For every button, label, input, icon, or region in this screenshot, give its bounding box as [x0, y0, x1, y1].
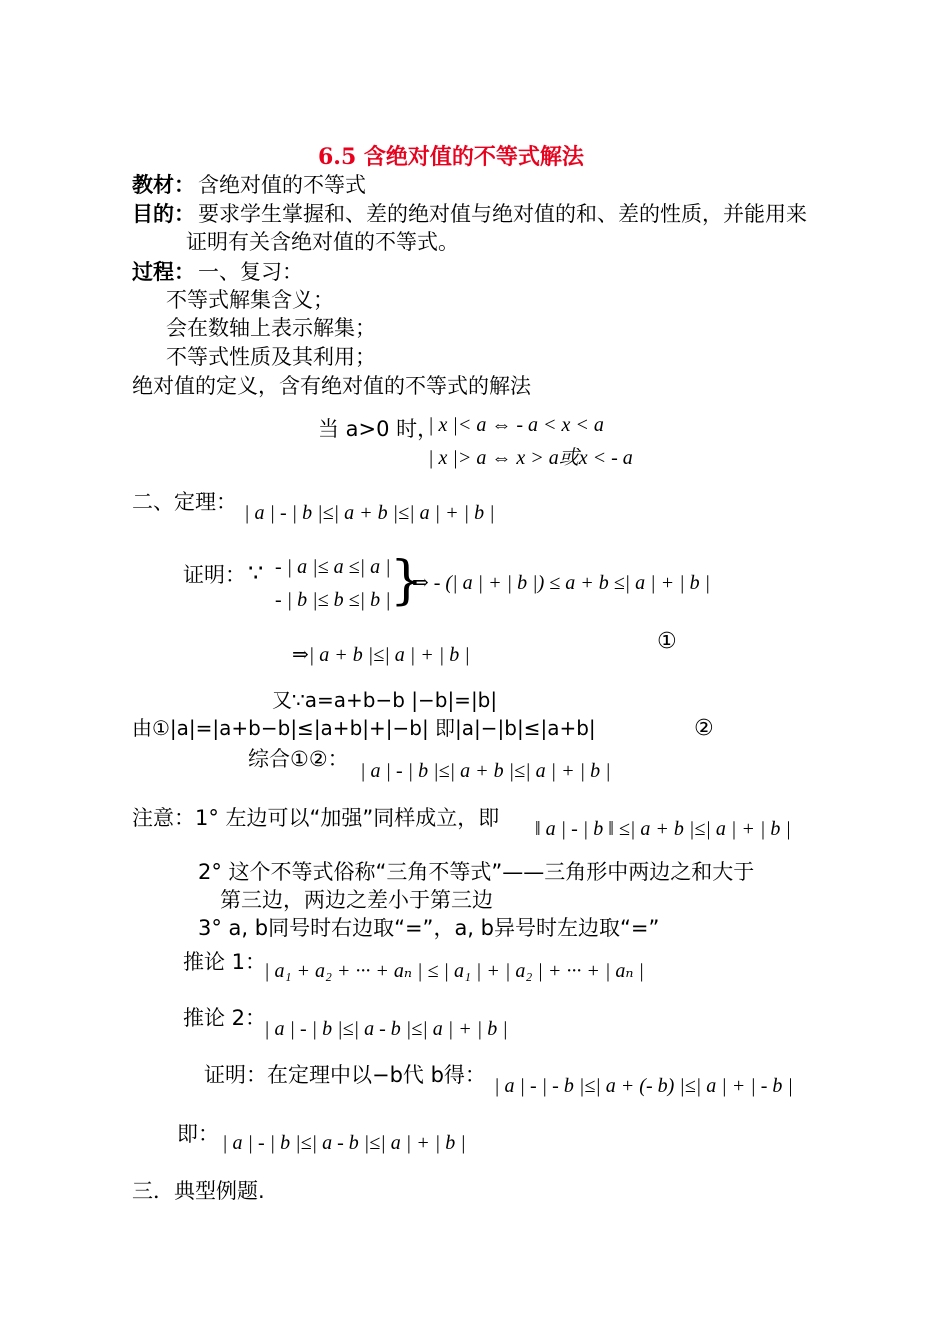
- textbook-value: 含绝对值的不等式: [198, 173, 366, 197]
- review-item-3: 不等式性质及其利用；: [166, 345, 376, 369]
- when-label: 当 a>0 时，: [318, 417, 439, 441]
- theorem-label: 二、定理：: [132, 490, 237, 514]
- combine-formula: | a | - | b |≤| a + b |≤| a | + | b |: [360, 760, 611, 782]
- corollary-proof-formula: | a | - | - b |≤| a + (- b) |≤| a | + | - b |: [494, 1075, 793, 1097]
- abs-inequality-less: | x |< a ⇔ - a < x < a: [428, 414, 604, 436]
- goal-line-1: 要求学生掌握和、差的绝对值与绝对值的和、差的性质，并能用来: [198, 202, 807, 226]
- proof-system-line-2: - | b |≤ b ≤| b |: [275, 589, 391, 611]
- corollary-proof-text: 证明：在定理中以−b代 b得：: [204, 1063, 486, 1087]
- combine-label: 综合①②：: [248, 747, 349, 771]
- abs-inequality-greater: | x |> a ⇔ x > a或x < - a: [428, 447, 633, 469]
- goal-line-2: 证明有关含绝对值的不等式。: [186, 230, 459, 254]
- review-item-4: 绝对值的定义，含有绝对值的不等式的解法: [132, 374, 531, 398]
- review-item-2: 会在数轴上表示解集；: [166, 316, 376, 340]
- right-brace: }: [390, 551, 424, 611]
- goal-label: 目的：: [132, 202, 195, 226]
- ie-label: 即：: [177, 1122, 219, 1146]
- note-3: 3° a, b同号时右边取“=”，a, b异号时左边取“=”: [198, 916, 660, 940]
- corollary-1-label: 推论 1：: [183, 950, 267, 974]
- corollary-2-formula: | a | - | b |≤| a - b |≤| a | + | b |: [264, 1018, 508, 1040]
- proof-system-line-1: - | a |≤ a ≤| a |: [275, 556, 391, 578]
- proof-implication-2: ⇒| a + b |≤| a | + | b |: [292, 644, 470, 666]
- because-symbol: ∵: [248, 559, 264, 587]
- ie-formula: | a | - | b |≤| a - b |≤| a | + | b |: [222, 1132, 466, 1154]
- theorem-formula: | a | - | b |≤| a + b |≤| a | + | b |: [244, 502, 495, 524]
- process-label: 过程：: [132, 260, 195, 284]
- proof-implication-1: ⇒ - (| a | + | b |) ≤ a + b ≤| a | + | b |: [412, 572, 711, 594]
- textbook-label: 教材：: [132, 173, 195, 197]
- corollary-2-label: 推论 2：: [183, 1006, 267, 1030]
- from-line: 由①|a|=|a+b−b|≤|a+b|+|−b| 即|a|−|b|≤|a+b|: [132, 716, 596, 740]
- note-1-formula: ‖ a | - | b ‖ ≤| a + b |≤| a | + | b |: [535, 818, 791, 840]
- mark-circle-2: ②: [694, 716, 714, 741]
- note-2-line-1: 2° 这个不等式俗称“三角不等式”——三角形中两边之和大于: [198, 860, 755, 884]
- page-title: 6.5 含绝对值的不等式解法: [318, 144, 584, 170]
- proof-label: 证明：: [183, 563, 246, 587]
- process-value: 一、复习：: [198, 260, 303, 284]
- also-line: 又∵a=a+b−b |−b|=|b|: [272, 688, 498, 712]
- review-item-1: 不等式解集含义；: [166, 288, 334, 312]
- section-3-heading: 三．典型例题.: [132, 1179, 265, 1203]
- note-1-text: 注意：1° 左边可以“加强”同样成立，即: [132, 806, 500, 830]
- mark-circle-1: ①: [657, 629, 677, 654]
- corollary-1-formula: | a₁ + a₂ + ··· + aₙ | ≤ | a₁ | + | a₂ | + ··· + | aₙ |: [264, 960, 644, 982]
- note-2-line-2: 第三边，两边之差小于第三边: [220, 888, 493, 912]
